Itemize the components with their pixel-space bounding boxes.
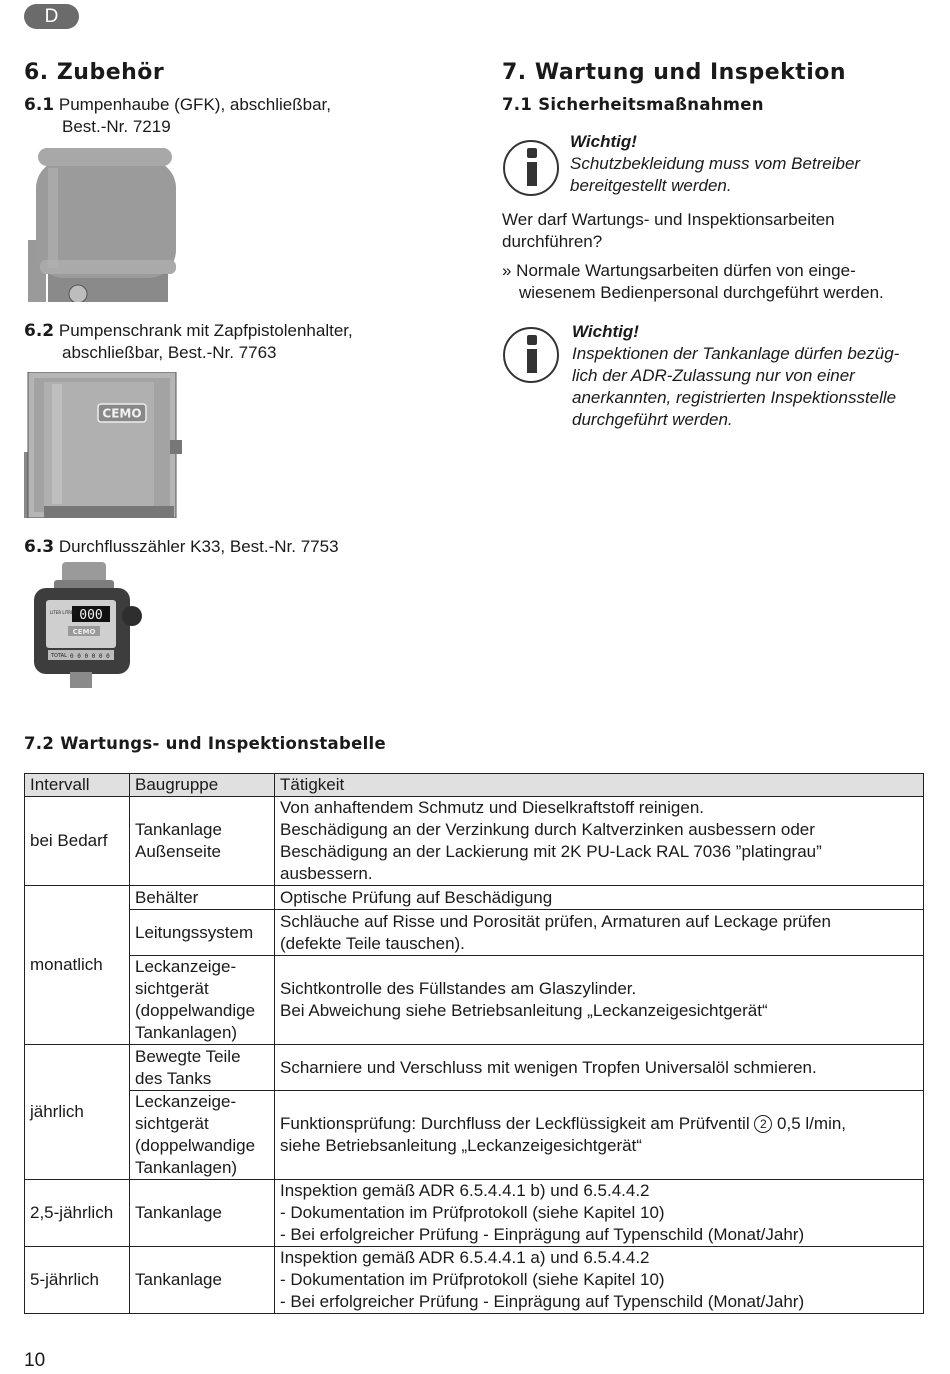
interval-cell: bei Bedarf — [25, 797, 130, 886]
pump-cabinet-image — [24, 372, 182, 518]
test-valve-marker: 2 — [754, 1115, 772, 1133]
header-group: Baugruppe — [130, 774, 275, 797]
interval-cell: monatlich — [25, 886, 130, 1045]
group-cell: Tankanlage — [130, 1247, 275, 1314]
group-cell: Leckanzeige- sichtgerät (doppelwandige Tankanlagen) — [130, 1091, 275, 1180]
accessory-item-6-3: 6.3 Durchflusszähler K33, Best.-Nr. 7753 — [24, 537, 339, 557]
header-activity: Tätigkeit — [275, 774, 924, 797]
language-badge: D — [24, 4, 79, 29]
maintenance-heading: 7. Wartung und Inspektion — [502, 60, 847, 85]
answer-text: » Normale Wartungsarbeiten dürfen von einge- wiesenem Bedienpersonal durchgeführt werden. — [502, 261, 884, 302]
page-number: 10 — [24, 1350, 46, 1371]
flow-meter-image — [32, 562, 144, 688]
activity-cell: Scharniere und Verschluss mit wenigen Tropfen Universalöl schmieren. — [275, 1045, 924, 1091]
activity-cell: Inspektion gemäß ADR 6.5.4.4.1 b) und 6.5.4.4.2 - Dokumentation im Prüfprotokoll (siehe Kapitel 10) - Bei erfolgreicher Prüfung - Einprägung auf Typenschild (Monat/Jahr) — [275, 1180, 924, 1247]
interval-cell: 2,5-jährlich — [25, 1180, 130, 1247]
table-row — [25, 910, 924, 956]
table-row — [25, 797, 924, 886]
meter-digits: 000 — [79, 608, 103, 623]
meter-unit-label: LITER LITRES — [50, 610, 77, 615]
table-row — [25, 1247, 924, 1314]
group-cell: Behälter — [130, 886, 275, 910]
table-row — [25, 886, 924, 910]
activity-cell: Schläuche auf Risse und Porosität prüfen, Armaturen auf Leckage prüfen (defekte Teile tauschen). — [275, 910, 924, 956]
meter-total-label: TOTAL — [51, 653, 67, 659]
info-icon — [503, 327, 559, 383]
pump-hood-image — [28, 148, 180, 302]
maintenance-table — [24, 773, 924, 1314]
interval-cell: jährlich — [25, 1045, 130, 1180]
activity-cell: Inspektion gemäß ADR 6.5.4.4.1 a) und 6.5.4.4.2 - Dokumentation im Prüfprotokoll (siehe Kapitel 10) - Bei erfolgreicher Prüfung - Einprägung auf Typenschild (Monat/Jahr) — [275, 1247, 924, 1314]
group-cell: Tankanlage — [130, 1180, 275, 1247]
table-heading: 7.2 Wartungs- und Inspektionstabelle — [24, 734, 386, 753]
accessory-item-6-2: 6.2 Pumpenschrank mit Zapfpistolenhalter, abschließbar, Best.-Nr. 7763 — [24, 321, 353, 362]
meter-logo: CEMO — [72, 628, 96, 636]
note-inspection: Wichtig! Inspektionen der Tankanlage dürfen bezüg- lich der ADR-Zulassung nur von einer anerkannten, registrierten Inspektionsstelle durchgeführt werden. — [572, 322, 900, 429]
group-cell: Leckanzeige- sichtgerät (doppelwandige Tankanlagen) — [130, 956, 275, 1045]
group-cell: Leitungssystem — [130, 910, 275, 956]
question-text: Wer darf Wartungs- und Inspektionsarbeiten durchführen? — [502, 210, 835, 251]
accessory-item-6-1: 6.1 Pumpenhaube (GFK), abschließbar, Best.-Nr. 7219 — [24, 95, 332, 136]
activity-cell: Funktionsprüfung: Durchfluss der Leckflüssigkeit am Prüfventil 2 0,5 l/min, siehe Betriebsanleitung „Leckanzeigesichtgerät“ — [275, 1091, 924, 1180]
table-row — [25, 956, 924, 1045]
header-interval: Intervall — [25, 774, 130, 797]
table-row — [25, 1180, 924, 1247]
activity-cell: Von anhaftendem Schmutz und Dieselkraftstoff reinigen. Beschädigung an der Verzinkung durch Kaltverzinken ausbessern oder Beschädigung an der Lackierung mit 2K PU-Lack RAL 7036 ”platingrau” ausbessern. — [275, 797, 924, 886]
table-row — [25, 1045, 924, 1091]
activity-cell: Sichtkontrolle des Füllstandes am Glaszylinder. Bei Abweichung siehe Betriebsanleitung „Leckanzeigesichtgerät“ — [275, 956, 924, 1045]
activity-cell: Optische Prüfung auf Beschädigung — [275, 886, 924, 910]
info-icon — [503, 140, 559, 196]
interval-cell: 5-jährlich — [25, 1247, 130, 1314]
table-header-row — [25, 774, 924, 797]
note-protective-clothing: Wichtig! Schutzbekleidung muss vom Betreiber bereitgestellt werden. — [570, 132, 861, 195]
cabinet-logo: CEMO — [102, 406, 142, 421]
group-cell: Tankanlage Außenseite — [130, 797, 275, 886]
group-cell: Bewegte Teile des Tanks — [130, 1045, 275, 1091]
accessories-heading: 6. Zubehör — [24, 60, 165, 85]
meter-total-digits: 0 0 0 0 0 0 — [70, 653, 110, 660]
safety-subheading: 7.1 Sicherheitsmaßnahmen — [502, 95, 764, 114]
table-row — [25, 1091, 924, 1180]
